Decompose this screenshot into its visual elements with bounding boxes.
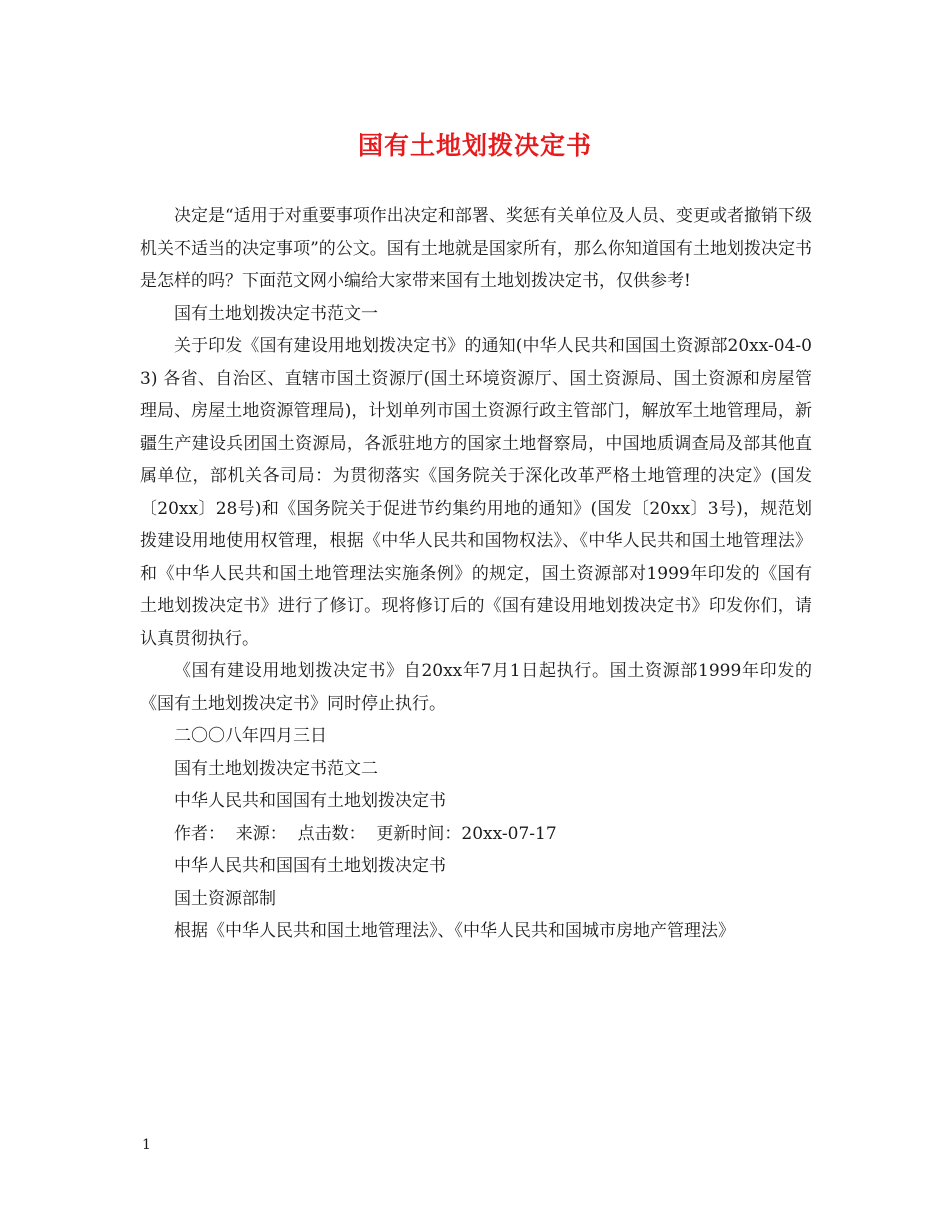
paragraph-decision-title-repeat: 中华人民共和国国有土地划拨决定书 (174, 856, 446, 876)
document-body (140, 200, 812, 948)
paragraph-sample-two-heading: 国有土地划拨决定书范文二 (174, 758, 378, 779)
paragraph-meta-line: 作者： 来源： 点击数： 更新时间：20xx-07-17 (174, 823, 557, 844)
paragraph-issuer: 国土资源部制 (174, 888, 276, 909)
paragraph-decision-title: 中华人民共和国国有土地划拨决定书 (174, 791, 446, 811)
paragraph-notice: 关于印发《国有建设用地划拨决定书》的通知(中华人民共和国国土资源部20xx-04-03) 各省、自治区、直辖市国土资源厅(国土环境资源厅、国土资源局、国土资源和房屋管理局、房屋土地资源管理局)，计划单列市国土资源行政主管部门，解放军土地管理局，新疆生产建设兵团国土资源局，各派驻地方的国家土地督察局，中国地质调查局及部其他直属单位，部机关各司局：为贯彻落实《国务院关于深化改革严格土地管理的决定》(国发〔20xx〕28号)和《国务院关于促进节约集约用地的通知》(国发〔20xx〕3号)，规范划拨建设用地使用权管理，根据《中华人民共和国物权法》、《中华人民共和国土地管理法》和《中华人民共和国土地管理法实施条例》的规定，国土资源部对1999年印发的《国有土地划拨决定书》进行了修订。现将修订后的《国有建设用地划拨决定书》印发你们，请认真贯彻执行。 (140, 336, 812, 649)
page-number: 1 (142, 1137, 151, 1153)
document-title: 国有土地划拨决定书 (357, 131, 592, 160)
paragraph-effective-date: 《国有建设用地划拨决定书》自20xx年7月1日起执行。国土资源部1999年印发的《国有土地划拨决定书》同时停止执行。 (140, 661, 812, 714)
paragraph-sample-one-heading: 国有土地划拨决定书范文一 (174, 303, 378, 324)
paragraph-intro: 决定是“适用于对重要事项作出决定和部署、奖惩有关单位及人员、变更或者撤销下级机关不适当的决定事项”的公文。国有土地就是国家所有，那么你知道国有土地划拨决定书是怎样的吗？下面范文网小编给大家带来国有土地划拨决定书，仅供参考! (140, 206, 812, 291)
paragraph-legal-basis: 根据《中华人民共和国土地管理法》、《中华人民共和国城市房地产管理法》 (174, 921, 735, 941)
paragraph-issue-date: 二〇〇八年四月三日 (174, 726, 327, 746)
